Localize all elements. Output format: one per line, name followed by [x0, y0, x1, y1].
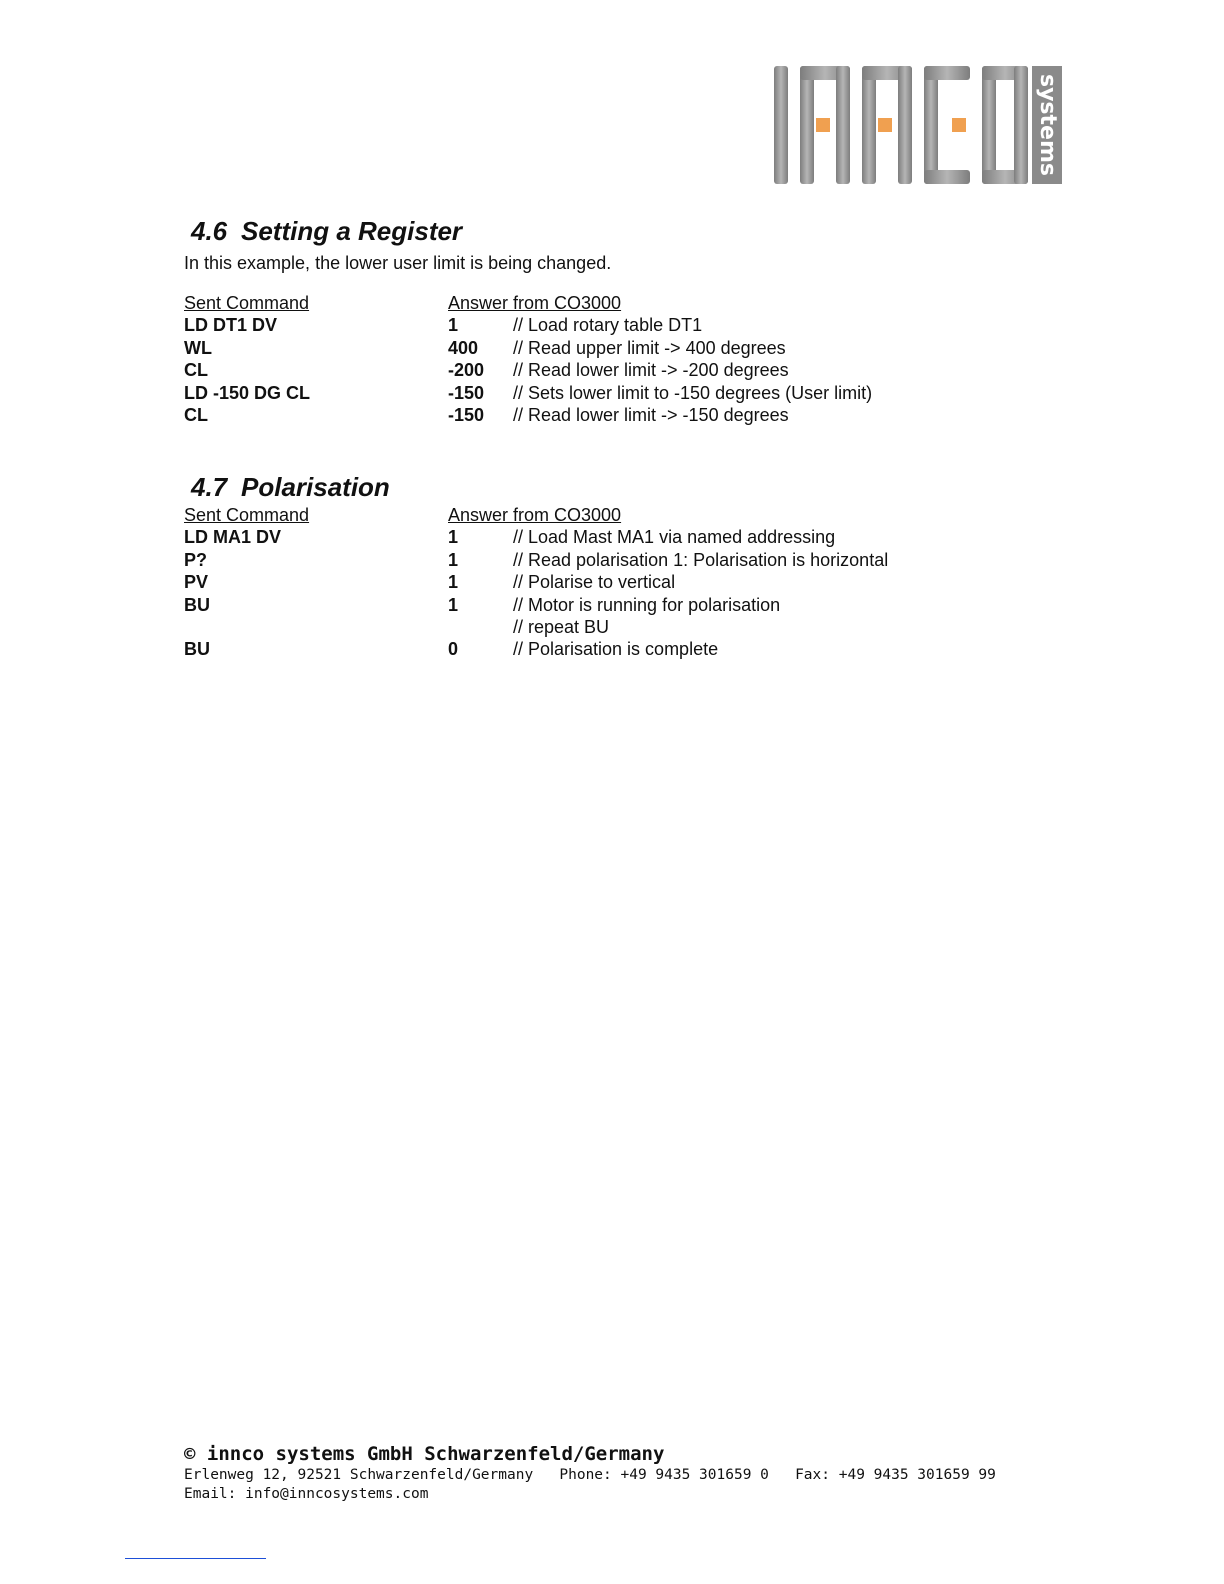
- header-sent-command: Sent Command: [184, 293, 310, 313]
- table-header: [184, 504, 984, 526]
- answer-cell: 400: [448, 337, 479, 358]
- answer-cell: 1: [448, 549, 459, 570]
- footer-email: Email: info@inncosystems.com: [184, 1486, 429, 1502]
- command-cell: LD MA1 DV: [184, 527, 282, 548]
- command-cell: [184, 616, 448, 638]
- answer-cell: 1: [448, 572, 459, 593]
- table-row: [184, 571, 984, 593]
- command-cell: P?: [184, 549, 208, 570]
- table-row: [184, 638, 984, 660]
- command-cell: BU: [184, 639, 210, 660]
- table-row: [184, 382, 984, 404]
- table-row: [184, 314, 984, 336]
- answer-cell: -150: [448, 382, 485, 403]
- comment-cell: // Load Mast MA1 via named addressing: [513, 527, 836, 548]
- section-number: 4.6: [191, 216, 228, 246]
- comment-cell: // Read polarisation 1: Polarisation is horizontal: [513, 549, 889, 570]
- answer-cell: 1: [448, 315, 459, 336]
- comment-cell: // Read lower limit -> -200 degrees: [513, 360, 789, 381]
- header-sent-command: Sent Command: [184, 505, 310, 525]
- table-row: [184, 359, 984, 381]
- command-cell: BU: [184, 594, 210, 615]
- comment-cell: // Read upper limit -> 400 degrees: [513, 337, 786, 358]
- answer-cell: 1: [448, 527, 459, 548]
- command-cell: WL: [184, 337, 212, 358]
- command-table: [184, 504, 984, 661]
- comment-cell: // repeat BU: [513, 616, 610, 637]
- section-polarisation: [184, 470, 984, 661]
- section-title: Polarisation: [241, 472, 390, 502]
- footer-company: © innco systems GmbH Schwarzenfeld/Germany: [184, 1443, 665, 1465]
- section-heading: [191, 470, 984, 504]
- answer-cell: -150: [448, 404, 485, 425]
- section-number: 4.7: [191, 472, 228, 502]
- command-cell: CL: [184, 404, 208, 425]
- section-heading: [191, 214, 984, 248]
- table-row: [184, 549, 984, 571]
- command-cell: LD DT1 DV: [184, 315, 278, 336]
- table-header: [184, 292, 984, 314]
- section-setting-register: [184, 214, 984, 426]
- comment-cell: // Motor is running for polarisation: [513, 594, 781, 615]
- command-cell: PV: [184, 572, 209, 593]
- answer-cell: -200: [448, 360, 485, 381]
- header-answer: Answer from CO3000: [448, 505, 622, 525]
- command-cell: LD -150 DG CL: [184, 382, 311, 403]
- table-row: [184, 594, 984, 616]
- answer-cell: [448, 616, 513, 638]
- section-title: Setting a Register: [241, 216, 463, 246]
- command-table: [184, 292, 984, 426]
- header-answer: Answer from CO3000: [448, 293, 622, 313]
- answer-cell: 0: [448, 639, 459, 660]
- comment-cell: // Polarisation is complete: [513, 639, 719, 660]
- table-row: [184, 616, 984, 638]
- answer-cell: 1: [448, 594, 459, 615]
- command-cell: CL: [184, 360, 208, 381]
- footnote-rule: [125, 1558, 266, 1559]
- logo-sub-text: systems: [1035, 74, 1060, 176]
- page-footer: [184, 1442, 1084, 1504]
- footer-address: Erlenweg 12, 92521 Schwarzenfeld/Germany Phone: +49 9435 301659 0 Fax: +49 9435 301659 99: [184, 1467, 996, 1483]
- table-row: [184, 526, 984, 548]
- innco-systems-logo: [768, 62, 1068, 190]
- table-row: [184, 337, 984, 359]
- comment-cell: // Load rotary table DT1: [513, 315, 703, 336]
- section-intro: In this example, the lower user limit is being changed.: [184, 253, 612, 273]
- comment-cell: // Polarise to vertical: [513, 572, 676, 593]
- comment-cell: // Read lower limit -> -150 degrees: [513, 404, 789, 425]
- table-row: [184, 404, 984, 426]
- comment-cell: // Sets lower limit to -150 degrees (User limit): [513, 382, 873, 403]
